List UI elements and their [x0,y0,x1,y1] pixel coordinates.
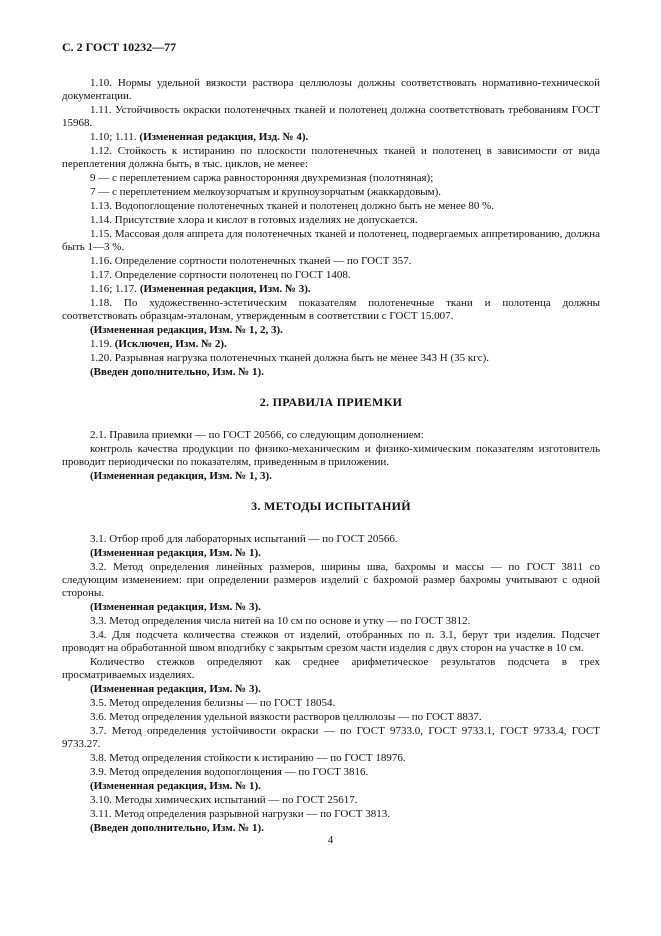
clause-ref: 1.10; 1.11. [90,131,137,143]
clause-1-19 [62,338,600,351]
amendment-note: (Исключен, Изм. № 2). [114,338,227,350]
clause-1-11: 1.11. Устойчивость окраски полотенечных тканей и полотенец должна соответствовать требованиям ГОСТ 15968. [62,104,600,129]
clause-3-11-amendment: (Введен дополнительно, Изм. № 1). [90,822,264,834]
clause-3-4-continuation: Количество стежков определяют как среднее арифметическое результатов подсчета в трех просматриваемых изделиях. [62,656,600,681]
clause-3-1-amendment: (Измененная редакция, Изм. № 1). [90,547,261,559]
clause-1-13: 1.13. Водопоглощение полотенечных тканей и полотенец должно быть не менее 80 %. [90,200,495,212]
amendment-note: (Измененная редакция, Изм. № 3). [139,283,311,295]
clause-3-2: 3.2. Метод определения линейных размеров, ширины шва, бахромы и массы — по ГОСТ 3811 со следующим изменением: при определении размеров изделий с бахромой размер бахромы учитывают с одной стороны. [62,561,600,599]
clause-3-3: 3.3. Метод определения числа нитей на 10 см по основе и утку — по ГОСТ 3812. [90,615,471,627]
clause-3-9: 3.9. Метод определения водопоглощения — по ГОСТ 3816. [90,766,369,778]
clause-1-12-item-b: 7 — с переплетением мелкоузорчатым и крупноузорчатым (жаккардовым). [90,186,442,198]
clause-3-5: 3.5. Метод определения белизны — по ГОСТ 18054. [90,697,336,709]
clause-3-4: 3.4. Для подсчета количества стежков от изделий, отобранных по п. 3.1, берут три изделия. Подсчет проводят на обработанной швом вподгибку с закрытым срезом части изделия с двух сторон на участке в 10 см. [62,629,600,654]
clause-1-16: 1.16. Определение сортности полотенечных тканей — по ГОСТ 357. [90,255,412,267]
clause-1-12-item-a: 9 — с переплетением саржа равносторонняя двухремизная (полотняная); [90,172,434,184]
clause-3-11: 3.11. Метод определения разрывной нагрузки — по ГОСТ 3813. [90,808,391,820]
clause-ref: 1.19. [90,338,112,350]
section-2-amendment: (Измененная редакция, Изм. № 1, 3). [90,470,272,482]
page-number: 4 [327,834,334,846]
clause-1-10: 1.10. Нормы удельной вязкости раствора целлюлозы должны соответствовать нормативно-технической документации. [62,77,600,102]
clause-2-1-continuation: контроль качества продукции по физико-механическим и физико-химическим показателям изготовитель проводит периодически по показателям, приведенным в приложении. [62,443,600,468]
clause-3-2-amendment: (Измененная редакция, Изм. № 3). [90,601,261,613]
section-3-heading: 3. МЕТОДЫ ИСПЫТАНИЙ [251,499,411,513]
clause-3-1: 3.1. Отбор проб для лабораторных испытаний — по ГОСТ 20566. [90,533,398,545]
clause-3-8: 3.8. Метод определения стойкости к истиранию — по ГОСТ 18976. [90,752,406,764]
clause-1-16-17-amendment [62,283,600,296]
clause-1-14: 1.14. Присутствие хлора и кислот в готовых изделиях не допускается. [90,214,418,226]
clause-1-20-amendment: (Введен дополнительно, Изм. № 1). [90,366,264,378]
clause-3-10: 3.10. Методы химических испытаний — по ГОСТ 25617. [90,794,358,806]
section-2-heading: 2. ПРАВИЛА ПРИЕМКИ [259,395,403,409]
clause-1-20: 1.20. Разрывная нагрузка полотенечных тканей должна быть не менее 343 Н (35 кгс). [90,352,490,364]
clause-3-6: 3.6. Метод определения удельной вязкости растворов целлюлозы — по ГОСТ 8837. [90,711,482,723]
clause-3-7: 3.7. Метод определения устойчивости окраски — по ГОСТ 9733.0, ГОСТ 9733.1, ГОСТ 9733.4, ГОСТ 9733.27. [62,725,600,750]
clause-1-18: 1.18. По художественно-эстетическим показателям полотенечные ткани и полотенца должны соответствовать образцам-эталонам, утвержденным в соответствии с ГОСТ 15.007. [62,297,600,322]
clause-1-18-amendment: (Измененная редакция, Изм. № 1, 2, 3). [90,324,283,336]
clause-1-10-11-amendment [62,131,600,144]
clause-ref: 1.16; 1.17. [90,283,138,295]
clause-1-17: 1.17. Определение сортности полотенец по ГОСТ 1408. [90,269,351,281]
clause-1-12: 1.12. Стойкость к истиранию по плоскости полотенечных тканей и полотенец в зависимости от вида переплетения должна быть, в тыс. циклов, не менее: [62,145,600,170]
clause-1-15: 1.15. Массовая доля аппрета для полотенечных тканей и полотенец, подвергаемых аппретированию, должна быть 1—3 %. [62,228,600,253]
page-header: С. 2 ГОСТ 10232—77 [62,40,177,54]
clause-3-9-amendment: (Измененная редакция, Изм. № 1). [90,780,261,792]
amendment-note: (Измененная редакция, Изд. № 4). [139,131,309,143]
document-body [62,77,600,836]
clause-2-1: 2.1. Правила приемки — по ГОСТ 20566, со следующим дополнением: [90,429,424,441]
clause-3-4-amendment: (Измененная редакция, Изм. № 3). [90,683,261,695]
